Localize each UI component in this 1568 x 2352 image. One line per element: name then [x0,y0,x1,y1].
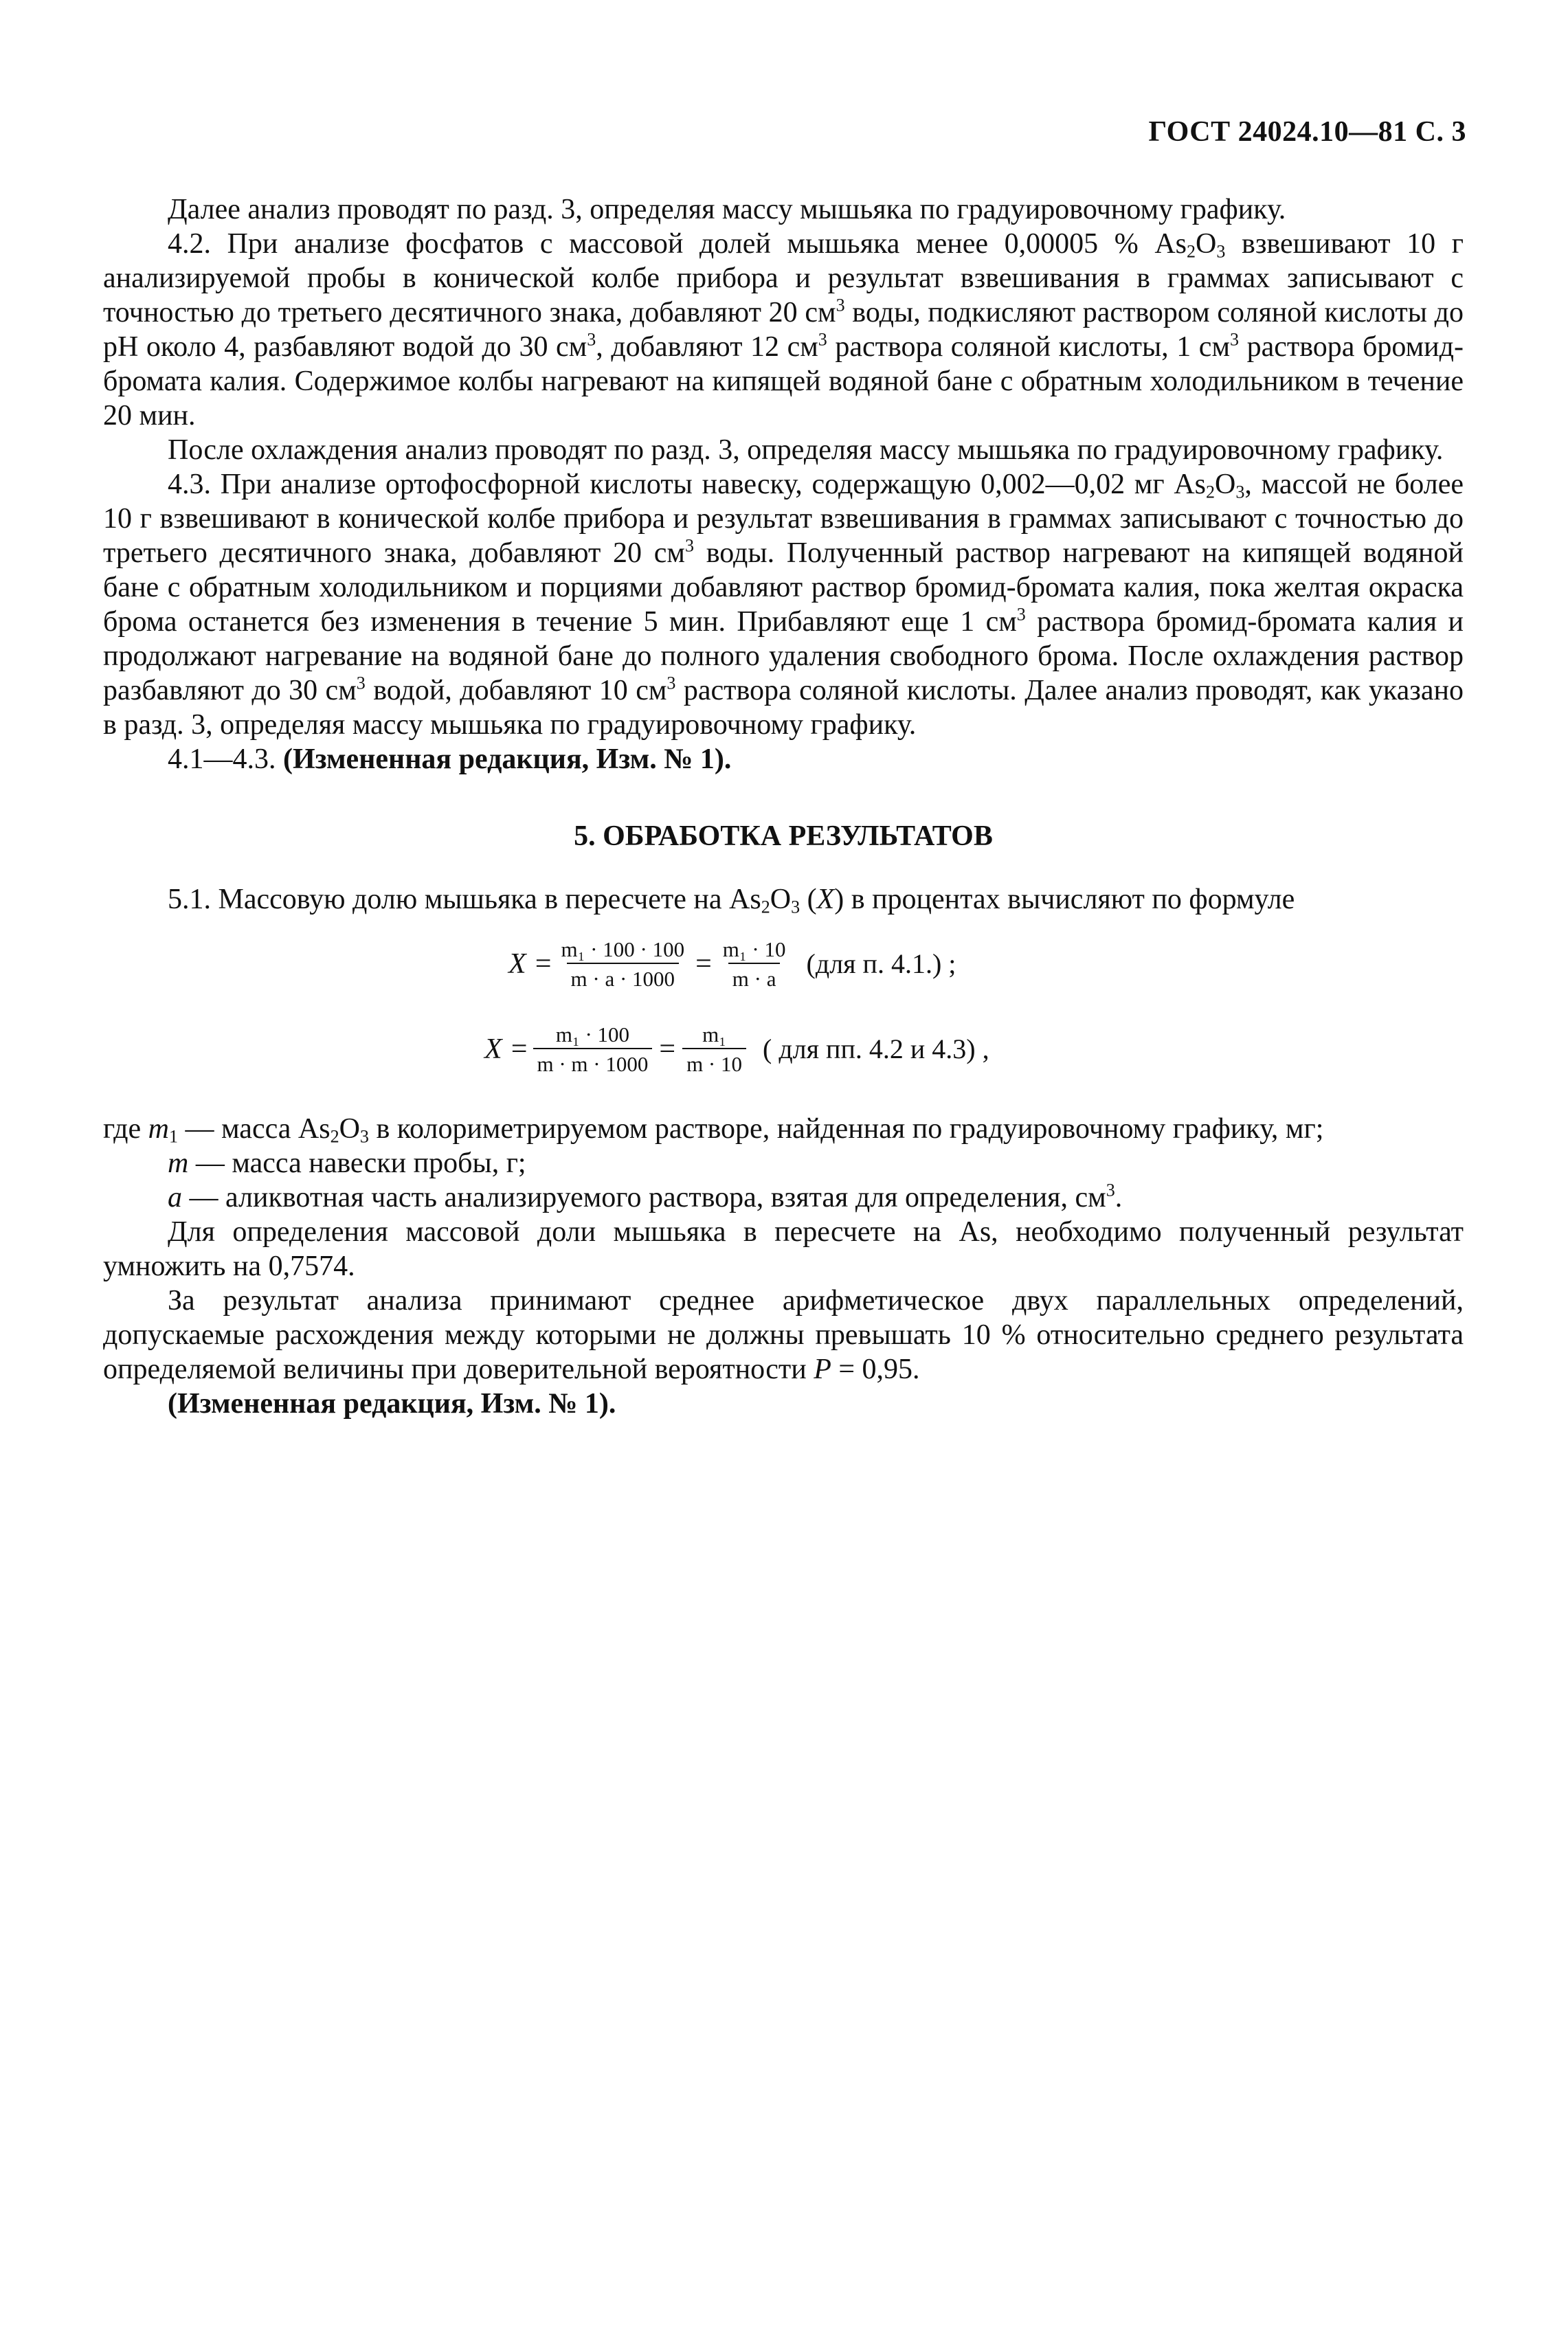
paragraph-4-1-cont: Далее анализ проводят по разд. 3, определяя массу мышьяка по градуировочному графику. [168,194,1286,225]
paragraph-4-2-cont: После охлаждения анализ проводят по разд. 3, определяя массу мышьяка по градуировочному графику. [168,434,1444,466]
paragraph-as-conversion: Для определения массовой доли мышьяка в пересчете на As, необходимо полученный результат умножить на 0,7574. [103,1216,1464,1282]
paragraph-4-3: 4.3. При анализе ортофосфорной кислоты навеску, содержащую 0,002—0,02 мг $As_2O_3$, массой не более 10 г взвешивают в конической колбе прибора и результат взвешивания в граммах записывают с точностью до третьего десятичного знака, добавляют 20 $см^3$ воды. Полученный раствор нагревают на кипящей водяной бане с обратным холодильником и порциями добавляют раствор бромид-бромата калия, пока желтая окраска брома останется без изменения в течение 5 мин. Прибавляют еще 1 $см^3$ раствора бромид-бромата калия и продолжают нагревание на водяной бане до полного удаления свободного брома. После охлаждения раствор разбавляют до 30 $см^3$ водой, добавляют 10 $см^3$ раствора соляной кислоты. Далее анализ проводят, как указано в разд. 3, определяя массу мышьяка по градуировочному графику. [103,469,1464,741]
document-body [103,192,1464,1421]
section-title-5: 5. ОБРАБОТКА РЕЗУЛЬТАТОВ [574,820,993,852]
formula-2: X = $\frac{\text{m₁ · 100}}{m \cdot m \cdot 1000}$ = $\frac{\text{m₁}}{m \cdot 10}$ ( для пп. 4.2 и 4.3) , [484,1022,989,1076]
revision-note-5: (Измененная редакция, Изм. № 1). [168,1388,616,1420]
formula-1: X = $\frac{\text{m₁ · 100 · 100}}{m \cdot a \cdot 1000}$ = $\frac{\text{m₁ · 10}}{m \cdot a}$ (для п. 4.1.) ; [508,937,956,991]
paragraph-5-1: 5.1. Массовую долю мышьяка в пересчете на $As_2O_3$ (X) в процентах вычисляют по формуле [168,884,1295,917]
paragraph-4-2: 4.2. При анализе фосфатов с массовой долей мышьяка менее 0,00005 % $As_2O_3$ взвешивают 10 г анализируемой пробы в конической колбе прибора и результат взвешивания в граммах записывают с точностью до третьего десятичного знака, добавляют 20 $см^3$ воды, подкисляют раствором соляной кислоты до pH около 4, разбавляют водой до 30 $см^3$, добавляют 12 $см^3$ раствора соляной кислоты, 1 $см^3$ раствора бромид-бромата калия. Содержимое колбы нагревают на кипящей водяной бане с обратным холодильником в течение 20 мин. [103,228,1464,432]
paragraph-result: За результат анализа принимают среднее арифметическое двух параллельных определений, допускаемые расхождения между которыми не должны превышать 10 % относительно среднего результата определяемой величины при доверительной вероятности P = 0,95. [103,1285,1464,1385]
page-header: ГОСТ 24024.10—81 С. 3 [1148,116,1466,148]
definition-m: m — масса навески пробы, г; [168,1147,526,1179]
definition-a: a — аликвотная часть анализируемого раствора, взятая для определения, $см^3$. [168,1180,1123,1213]
formula-definitions [103,1112,1464,1215]
definition-m1: где $m_1$ — масса $As_2O_3$ в колориметрируемом растворе, найденная по градуировочному графику, мг; [103,1113,1324,1147]
revision-note-4: 4.1—4.3. (Измененная редакция, Изм. № 1). [168,743,732,775]
